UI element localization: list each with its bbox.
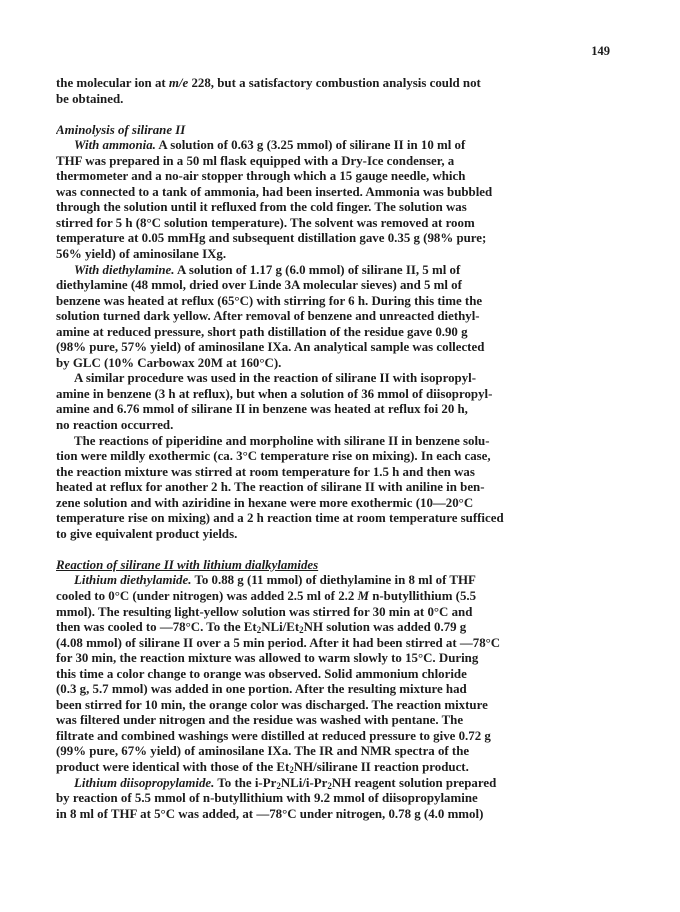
text-line bbox=[56, 154, 612, 170]
section-heading bbox=[56, 558, 612, 574]
italic-run: With ammonia. bbox=[74, 138, 156, 153]
text-run: temperature at 0.05 mmHg and subsequent distillation gave 0.35 g (98% pure; bbox=[56, 231, 487, 246]
italic-run: Reaction of silirane II with lithium dialkylamides bbox=[56, 557, 319, 572]
text-line bbox=[56, 667, 612, 683]
text-line bbox=[56, 247, 612, 263]
text-line bbox=[56, 138, 612, 154]
text-run: no reaction occurred. bbox=[56, 417, 174, 432]
text-run: benzene was heated at reflux (65°C) with stirring for 6 h. During this time the bbox=[56, 293, 483, 308]
text-run: was connected to a tank of ammonia, had been inserted. Ammonia was bubbled bbox=[56, 184, 493, 199]
text-line bbox=[56, 387, 612, 403]
text-line bbox=[56, 263, 612, 279]
text-line bbox=[56, 713, 612, 729]
text-line bbox=[56, 371, 612, 387]
text-run: 56% yield) of aminosilane IXg. bbox=[56, 246, 227, 261]
text-line bbox=[56, 636, 612, 652]
text-line bbox=[56, 231, 612, 247]
text-line bbox=[56, 294, 612, 310]
text-line bbox=[56, 527, 612, 543]
italic-run: Lithium diisopropylamide. bbox=[74, 775, 215, 790]
italic-run: Aminolysis of silirane II bbox=[56, 122, 186, 137]
text-run: tion were mildly exothermic (ca. 3°C temperature rise on mixing). In each case, bbox=[56, 449, 491, 464]
text-run: temperature rise on mixing) and a 2 h reaction time at room temperature sufficed bbox=[56, 511, 504, 526]
text-line bbox=[56, 449, 612, 465]
text-line bbox=[56, 278, 612, 294]
text-run: NLi/i-Pr bbox=[280, 775, 328, 790]
text-line bbox=[56, 496, 612, 512]
text-line bbox=[56, 791, 612, 807]
text-line bbox=[56, 340, 612, 356]
text-run: the molecular ion at bbox=[56, 76, 169, 90]
subscript: 2 bbox=[289, 764, 294, 775]
text-line bbox=[56, 729, 612, 745]
text-line bbox=[56, 402, 612, 418]
text-run: heated at reflux for another 2 h. The reaction of silirane II with aniline in ben- bbox=[56, 480, 485, 495]
text-run: by GLC (10% Carbowax 20M at 160°C). bbox=[56, 355, 282, 370]
subscript: 2 bbox=[276, 780, 281, 791]
text-line bbox=[56, 605, 612, 621]
text-run: To the i-Pr bbox=[214, 775, 277, 790]
text-line bbox=[56, 200, 612, 216]
text-line bbox=[56, 325, 612, 341]
text-run: be obtained. bbox=[56, 91, 124, 106]
text-run: thermometer and a no-air stopper through which a 15 gauge needle, which bbox=[56, 169, 466, 184]
section-heading bbox=[56, 123, 612, 139]
text-run: solution turned dark yellow. After removal of benzene and unreacted diethyl- bbox=[56, 309, 480, 324]
paragraph-gap bbox=[56, 542, 612, 558]
text-run: in 8 ml of THF at 5°C was added, at —78°C under nitrogen, 0.78 g (4.0 mmol) bbox=[56, 806, 484, 821]
text-line bbox=[56, 309, 612, 325]
text-line bbox=[56, 169, 612, 185]
text-line bbox=[56, 573, 612, 589]
text-run: THF was prepared in a 50 ml flask equipped with a Dry-Ice condenser, a bbox=[56, 153, 455, 168]
text-run: the reaction mixture was stirred at room temperature for 1.5 h and then was bbox=[56, 464, 475, 479]
text-run: NH solution was added 0.79 g bbox=[303, 620, 467, 635]
text-line bbox=[56, 776, 612, 792]
text-run: zene solution and with aziridine in hexane were more exothermic (10—20°C bbox=[56, 495, 474, 510]
italic-run: Lithium diethylamide. bbox=[74, 573, 192, 588]
text-run: amine in benzene (3 h at reflux), but when a solution of 36 mmol of diisopropyl- bbox=[56, 386, 493, 401]
text-run: cooled to 0°C (under nitrogen) was added 2.5 ml of 2.2 bbox=[56, 588, 358, 603]
text-run: mmol). The resulting light-yellow solution was stirred for 30 min at 0°C and bbox=[56, 604, 473, 619]
text-line bbox=[56, 92, 612, 108]
text-run: A similar procedure was used in the reaction of silirane II with isopropyl- bbox=[74, 371, 477, 386]
subscript: 2 bbox=[299, 625, 304, 636]
text-run: this time a color change to orange was observed. Solid ammonium chloride bbox=[56, 666, 467, 681]
italic-run: M bbox=[357, 588, 369, 603]
body-text bbox=[56, 76, 612, 822]
text-run: To 0.88 g (11 mmol) of diethylamine in 8 ml of THF bbox=[191, 573, 476, 588]
text-run: stirred for 5 h (8°C solution temperature). The solvent was removed at room bbox=[56, 215, 475, 230]
text-run: was filtered under nitrogen and the residue was washed with pentane. The bbox=[56, 713, 464, 728]
text-run: through the solution until it refluxed from the cold finger. The solution was bbox=[56, 200, 467, 215]
subscript: 2 bbox=[256, 625, 262, 636]
italic-run: m/e bbox=[168, 76, 189, 90]
italic-run: With diethylamine. bbox=[74, 262, 175, 277]
text-run: 228, but a satisfactory combustion analysis could not bbox=[188, 76, 481, 90]
text-run: diethylamine (48 mmol, dried over Linde 3A molecular sieves) and 5 ml of bbox=[56, 278, 462, 293]
text-line bbox=[56, 589, 612, 605]
text-run: then was cooled to —78°C. To the Et bbox=[56, 620, 257, 635]
page-number: 149 bbox=[591, 44, 610, 58]
text-line bbox=[56, 698, 612, 714]
text-run: (99% pure, 67% yield) of aminosilane IXa. The IR and NMR spectra of the bbox=[56, 744, 470, 759]
paragraph-gap bbox=[56, 107, 612, 123]
text-line bbox=[56, 356, 612, 372]
text-line bbox=[56, 620, 612, 636]
text-line bbox=[56, 511, 612, 527]
text-line bbox=[56, 651, 612, 667]
text-line bbox=[56, 807, 612, 823]
text-run: by reaction of 5.5 mmol of n-butyllithium with 9.2 mmol of diisopropylamine bbox=[56, 791, 478, 806]
text-run: (98% pure, 57% yield) of aminosilane IXa. An analytical sample was collected bbox=[56, 340, 485, 355]
text-line bbox=[56, 760, 612, 776]
text-run: NH/silirane II reaction product. bbox=[293, 759, 469, 774]
text-line bbox=[56, 185, 612, 201]
text-run: (0.3 g, 5.7 mmol) was added in one portion. After the resulting mixture had bbox=[56, 682, 467, 697]
text-run: product were identical with those of the Et bbox=[56, 759, 290, 774]
text-line bbox=[56, 480, 612, 496]
text-line bbox=[56, 418, 612, 434]
text-run: A solution of 0.63 g (3.25 mmol) of silirane II in 10 ml of bbox=[155, 138, 466, 153]
text-line bbox=[56, 216, 612, 232]
text-run: amine at reduced pressure, short path distillation of the residue gave 0.90 g bbox=[56, 324, 468, 339]
text-line bbox=[56, 744, 612, 760]
text-run: to give equivalent product yields. bbox=[56, 526, 238, 541]
text-run: n-butyllithium (5.5 bbox=[369, 588, 477, 603]
text-run: amine and 6.76 mmol of silirane II in benzene was heated at reflux foi 20 h, bbox=[56, 402, 468, 417]
text-run: The reactions of piperidine and morpholine with silirane II in benzene solu- bbox=[74, 433, 490, 448]
text-line bbox=[56, 682, 612, 698]
text-run: been stirred for 10 min, the orange color was discharged. The reaction mixture bbox=[56, 697, 488, 712]
text-run: A solution of 1.17 g (6.0 mmol) of silirane II, 5 ml of bbox=[174, 262, 461, 277]
subscript: 2 bbox=[327, 780, 332, 791]
text-run: (4.08 mmol) of silirane II over a 5 min period. After it had been stirred at —78°C bbox=[56, 635, 501, 650]
text-run: filtrate and combined washings were distilled at reduced pressure to give 0.72 g bbox=[56, 728, 491, 743]
text-run: NH reagent solution prepared bbox=[331, 775, 497, 790]
text-line bbox=[56, 434, 612, 450]
text-line bbox=[56, 465, 612, 481]
text-run: NLi/Et bbox=[261, 620, 300, 635]
text-run: for 30 min, the reaction mixture was allowed to warm slowly to 15°C. During bbox=[56, 651, 479, 666]
text-line bbox=[56, 76, 612, 92]
